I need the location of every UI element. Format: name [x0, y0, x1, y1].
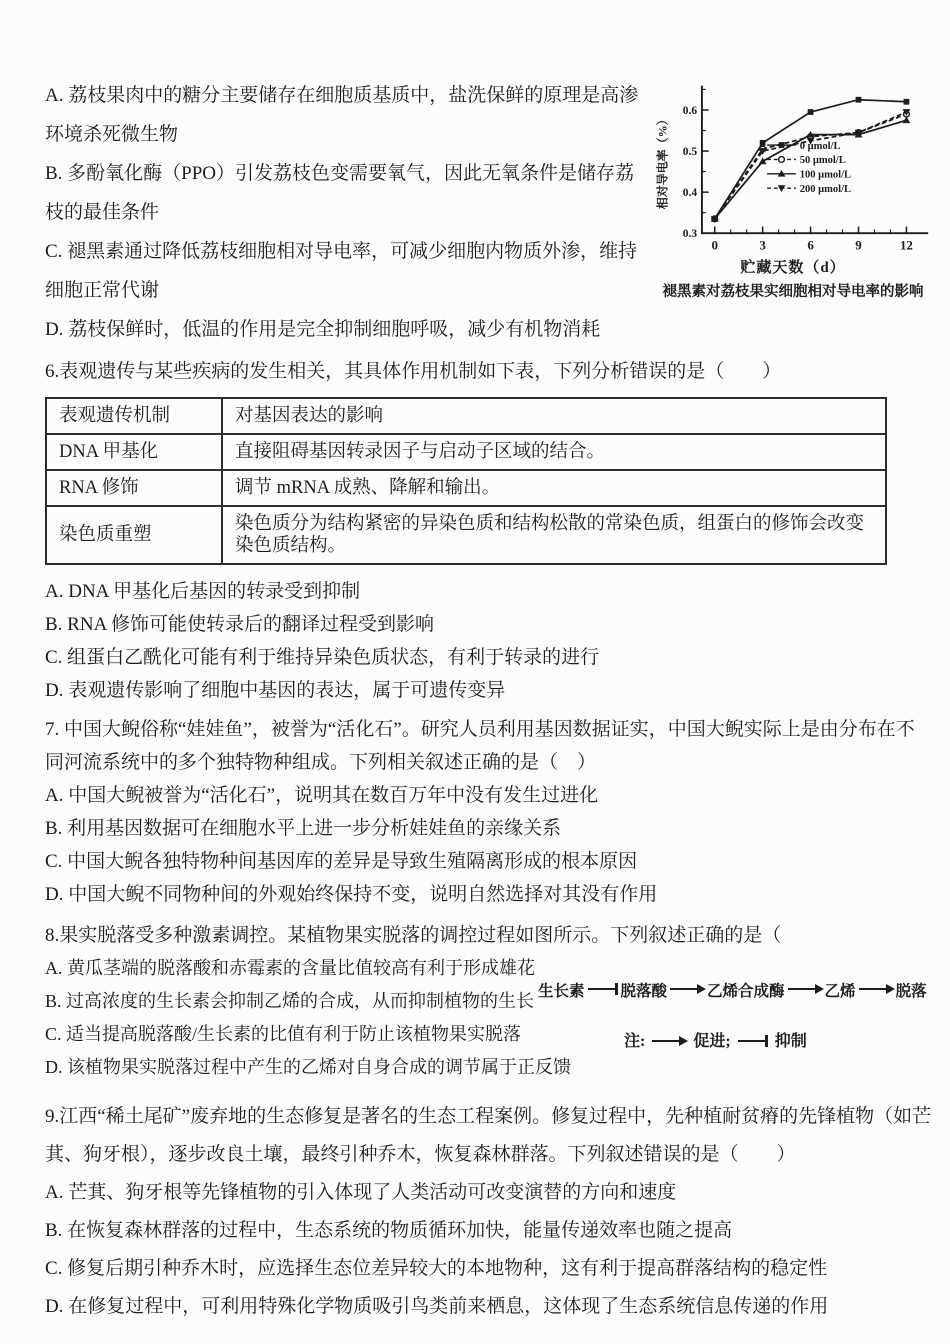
svg-text:0.6: 0.6 [682, 104, 698, 117]
table-cell: 直接阻碍基因转录因子与启动子区域的结合。 [222, 434, 886, 470]
question-5-block [45, 76, 932, 349]
q5-option-a: A. 荔枝果肉中的糖分主要储存在细胞质基质中，盐洗保鲜的原理是高渗环境杀死微生物 [45, 85, 639, 145]
table-cell: 染色质重塑 [46, 506, 222, 564]
melatonin-chart-figure [654, 80, 932, 301]
question-8-block [45, 919, 932, 1084]
svg-text:0.5: 0.5 [682, 145, 698, 158]
q8-option-c: C. 适当提高脱落酸/生长素的比值有利于防止该植物果实脱落 [45, 1024, 522, 1044]
table-row [46, 398, 886, 434]
promote-arrow-icon [788, 988, 822, 990]
chart-y-axis-label: 相对导电率（%） [655, 113, 670, 210]
q7-option-b: B. 利用基因数据可在细胞水平上进一步分析娃娃鱼的亲缘关系 [45, 818, 562, 839]
hormone-flow [538, 979, 926, 1001]
promote-arrow-icon [652, 1040, 686, 1042]
table-cell: 染色质分为结构紧密的异染色质和结构松散的常染色质，组蛋白的修饰会改变染色质结构。 [222, 506, 886, 564]
legend-entry: 200 μmol/L [799, 184, 852, 196]
table-cell: 对基因表达的影响 [222, 398, 886, 434]
promote-arrow-icon [859, 988, 893, 990]
q5-option-d: D. 荔枝保鲜时，低温的作用是完全抑制细胞呼吸，减少有机物消耗 [45, 319, 601, 340]
diagram-legend [538, 1028, 926, 1051]
flow-node: 脱落 [895, 983, 927, 1000]
legend-entry: 50 μmol/L [799, 155, 846, 167]
legend-entry: 0 μmol/L [799, 140, 841, 152]
y-axis-ticks [683, 89, 709, 240]
flow-node: 乙烯 [824, 983, 856, 1000]
hormone-flow-diagram [538, 979, 926, 1051]
q8-option-d: D. 该植物果实脱落过程中产生的乙烯对自身合成的调节属于正反馈 [45, 1057, 571, 1077]
svg-text:3: 3 [759, 237, 766, 253]
note-label: 注: [624, 1033, 646, 1050]
q7-option-c: C. 中国大鲵各独特物种间基因库的差异是导致生殖隔离形成的根本原因 [45, 851, 638, 872]
flow-node: 乙烯合成酶 [707, 983, 785, 1000]
chart-legend [767, 141, 851, 195]
q8-option-b: B. 过高浓度的生长素会抑制乙烯的合成，从而抑制植物的生长 [45, 991, 535, 1011]
q6-option-b: B. RNA 修饰可能使转录后的翻译过程受到影响 [45, 614, 434, 635]
q7-option-a: A. 中国大鲵被誉为“活化石”，说明其在数百万年中没有发生过进化 [45, 785, 599, 806]
q8-stem: 8.果实脱落受多种激素调控。某植物果实脱落的调控过程如图所示。下列叙述正确的是（ [45, 925, 782, 946]
q9-stem: 9.江西“稀土尾矿”废弃地的生态修复是著名的生态工程案例。修复过程中，先种植耐贫瘠的先锋植物（如芒萁、狗牙根），逐步改良土壤，最终引种乔木，恢复森林群落。下列叙述错误的是（ ） [45, 1106, 932, 1165]
flow-node: 脱落酸 [620, 983, 668, 1000]
question-6-block [45, 355, 932, 707]
inhibit-label: 抑制 [774, 1033, 807, 1050]
q5-option-b: B. 多酚氧化酶（PPO）引发荔枝色变需要氧气，因此无氧条件是储存荔枝的最佳条件 [45, 163, 635, 223]
q7-stem: 7. 中国大鲵俗称“娃娃鱼”，被誉为“活化石”。研究人员利用基因数据证实，中国大鲵实际上是由分布在不同河流系统中的多个独特物种组成。下列相关叙述正确的是（ ） [45, 719, 915, 773]
q9-option-c: C. 修复后期引种乔木时，应选择生态位差异较大的本地物种，这有利于提高群落结构的稳定性 [45, 1258, 828, 1279]
legend-entry: 100 μmol/L [799, 169, 852, 181]
table-row [46, 470, 886, 506]
chart-caption: 褪黑素对荔枝果实细胞相对导电率的影响 [662, 284, 924, 300]
svg-text:0: 0 [711, 237, 718, 253]
epigenetics-table [45, 397, 887, 565]
q6-option-d: D. 表观遗传影响了细胞中基因的表达，属于可遗传变异 [45, 680, 506, 701]
q6-option-c: C. 组蛋白乙酰化可能有利于维持异染色质状态，有利于转录的进行 [45, 647, 600, 668]
inhibit-arrow-icon [738, 1040, 768, 1042]
q9-option-d: D. 在修复过程中，可利用特殊化学物质吸引鸟类前来栖息，这体现了生态系统信息传递的作用 [45, 1296, 829, 1317]
q8-option-a: A. 黄瓜茎端的脱落酸和赤霉素的含量比值较高有利于形成雄花 [45, 958, 535, 978]
svg-text:6: 6 [807, 237, 814, 253]
q9-option-a: A. 芒萁、狗牙根等先锋植物的引入体现了人类活动可改变演替的方向和速度 [45, 1182, 677, 1203]
x-axis-ticks [711, 227, 912, 253]
promote-label: 促进; [693, 1033, 731, 1050]
table-cell: 表观遗传机制 [46, 398, 222, 434]
table-row [46, 434, 886, 470]
svg-text:0.3: 0.3 [682, 228, 698, 241]
table-cell: DNA 甲基化 [46, 434, 222, 470]
svg-text:9: 9 [855, 237, 862, 253]
inhibit-arrow-icon [588, 988, 618, 990]
table-row [46, 506, 886, 564]
q6-option-a: A. DNA 甲基化后基因的转录受到抑制 [45, 581, 361, 602]
table-cell: 调节 mRNA 成熟、降解和输出。 [222, 470, 886, 506]
chart-x-axis-label: 贮藏天数（d） [740, 260, 846, 276]
q7-option-d: D. 中国大鲵不同物种间的外观始终保持不变，说明自然选择对其没有作用 [45, 884, 658, 905]
q5-option-c: C. 褪黑素通过降低荔枝细胞相对导电率，可减少细胞内物质外渗，维持细胞正常代谢 [45, 241, 638, 301]
question-9-block [45, 1098, 932, 1326]
table-cell: RNA 修饰 [46, 470, 222, 506]
q6-stem: 6.表观遗传与某些疾病的发生相关，其具体作用机制如下表，下列分析错误的是（ ） [45, 361, 782, 382]
q9-option-b: B. 在恢复森林群落的过程中，生态系统的物质循环加快，能量传递效率也随之提高 [45, 1220, 733, 1241]
conductivity-chart [654, 80, 932, 258]
svg-text:12: 12 [899, 237, 913, 253]
promote-arrow-icon [670, 988, 704, 990]
svg-text:0.4: 0.4 [682, 186, 698, 199]
question-7-block [45, 713, 932, 911]
flow-node: 生长素 [538, 983, 585, 1000]
